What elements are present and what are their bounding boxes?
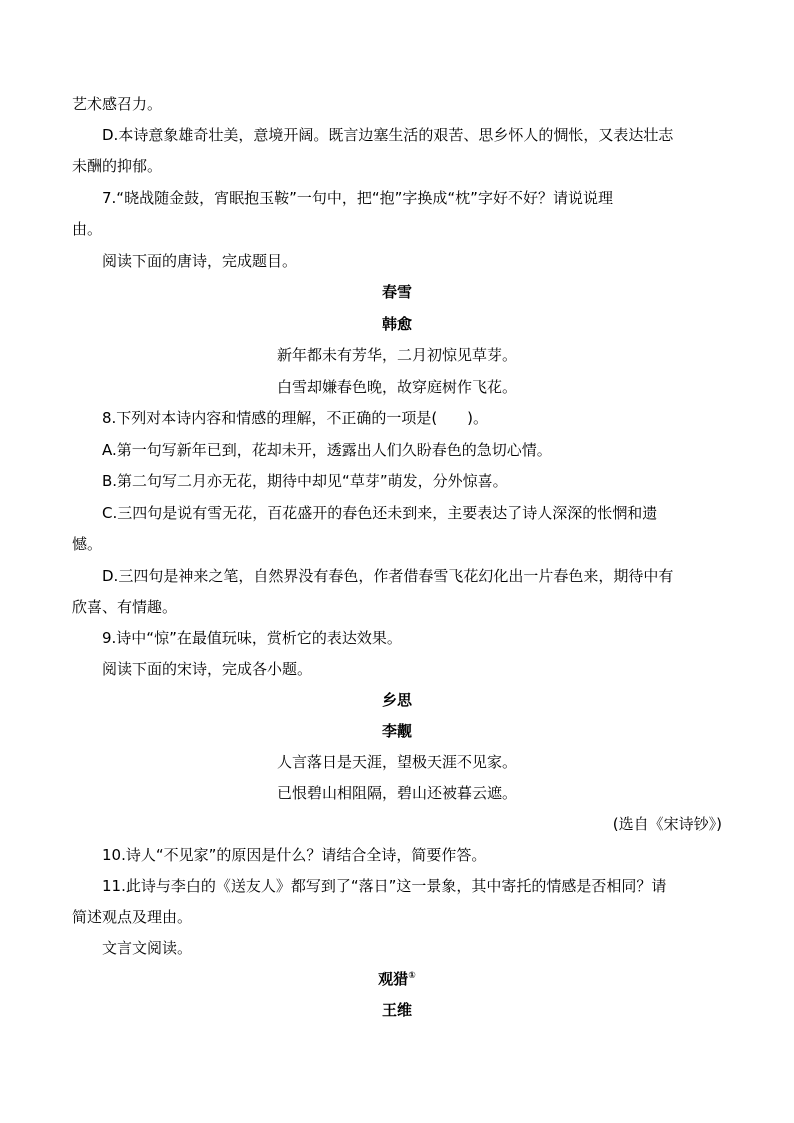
- section-instruction: 阅读下面的宋诗，完成各小题。: [102, 660, 313, 678]
- option-b: B.第二句写二月亦无花，期待中却见“草芽”萌发，分外惊喜。: [102, 472, 508, 490]
- text-line: 欣喜、有情趣。: [72, 598, 178, 616]
- poem-title: [72, 969, 722, 989]
- text-line: 艺术感召力。: [72, 95, 163, 113]
- question-9: 9.诗中“惊”在最值玩味，赏析它的表达效果。: [102, 629, 402, 647]
- question-11: 11.此诗与李白的《送友人》都写到了“落日”这一景象，其中寄托的情感是否相同？请: [102, 877, 667, 895]
- poem-line: 白雪却嫌春色晚，故穿庭树作飞花。: [276, 378, 517, 396]
- text-line: 憾。: [72, 535, 103, 553]
- option-d: D.三四句是神来之笔，自然界没有春色，作者借春雪飞花幻化出一片春色来，期待中有: [102, 567, 674, 585]
- option-d-line: D.本诗意象雄奇壮美，意境开阔。既言边塞生活的艰苦、思乡怀人的惆怅，又表达壮志: [102, 126, 674, 144]
- poem-source: (选自《宋诗钞》): [612, 815, 722, 833]
- section-instruction: 文言文阅读。: [102, 939, 193, 957]
- poem-line: 新年都未有芳华，二月初惊见草芽。: [276, 346, 517, 364]
- option-c: C.三四句是说有雪无花，百花盛开的春色还未到来，主要表达了诗人深深的怅惘和遗: [102, 504, 658, 522]
- text-line: 由。: [72, 220, 103, 238]
- option-a: A.第一句写新年已到，花却未开，透露出人们久盼春色的急切心情。: [102, 441, 552, 459]
- section-instruction: 阅读下面的唐诗，完成题目。: [102, 252, 298, 270]
- footnote-marker: ①: [408, 971, 416, 981]
- poem-author: 韩愈: [381, 315, 412, 333]
- text-line: 未酬的抑郁。: [72, 157, 163, 175]
- poem-line: 人言落日是天涯，望极天涯不见家。: [276, 753, 517, 771]
- poem-author: 李觏: [381, 722, 412, 740]
- poem-title: 春雪: [381, 283, 412, 301]
- poem-author: 王维: [381, 1001, 412, 1019]
- poem-title-text: 观猎: [378, 970, 409, 988]
- poem-title: 乡思: [381, 691, 412, 709]
- question-10: 10.诗人“不见家”的原因是什么？请结合全诗，简要作答。: [102, 846, 487, 864]
- question-7: 7.“晓战随金鼓，宵眠抱玉鞍”一句中，把“抱”字换成“枕”字好不好？请说说理: [102, 189, 613, 207]
- poem-line: 已恨碧山相阻隔，碧山还被暮云遮。: [276, 784, 517, 802]
- question-8: 8.下列对本诗内容和情感的理解，不正确的一项是( )。: [102, 409, 489, 427]
- text-line: 简述观点及理由。: [72, 908, 193, 926]
